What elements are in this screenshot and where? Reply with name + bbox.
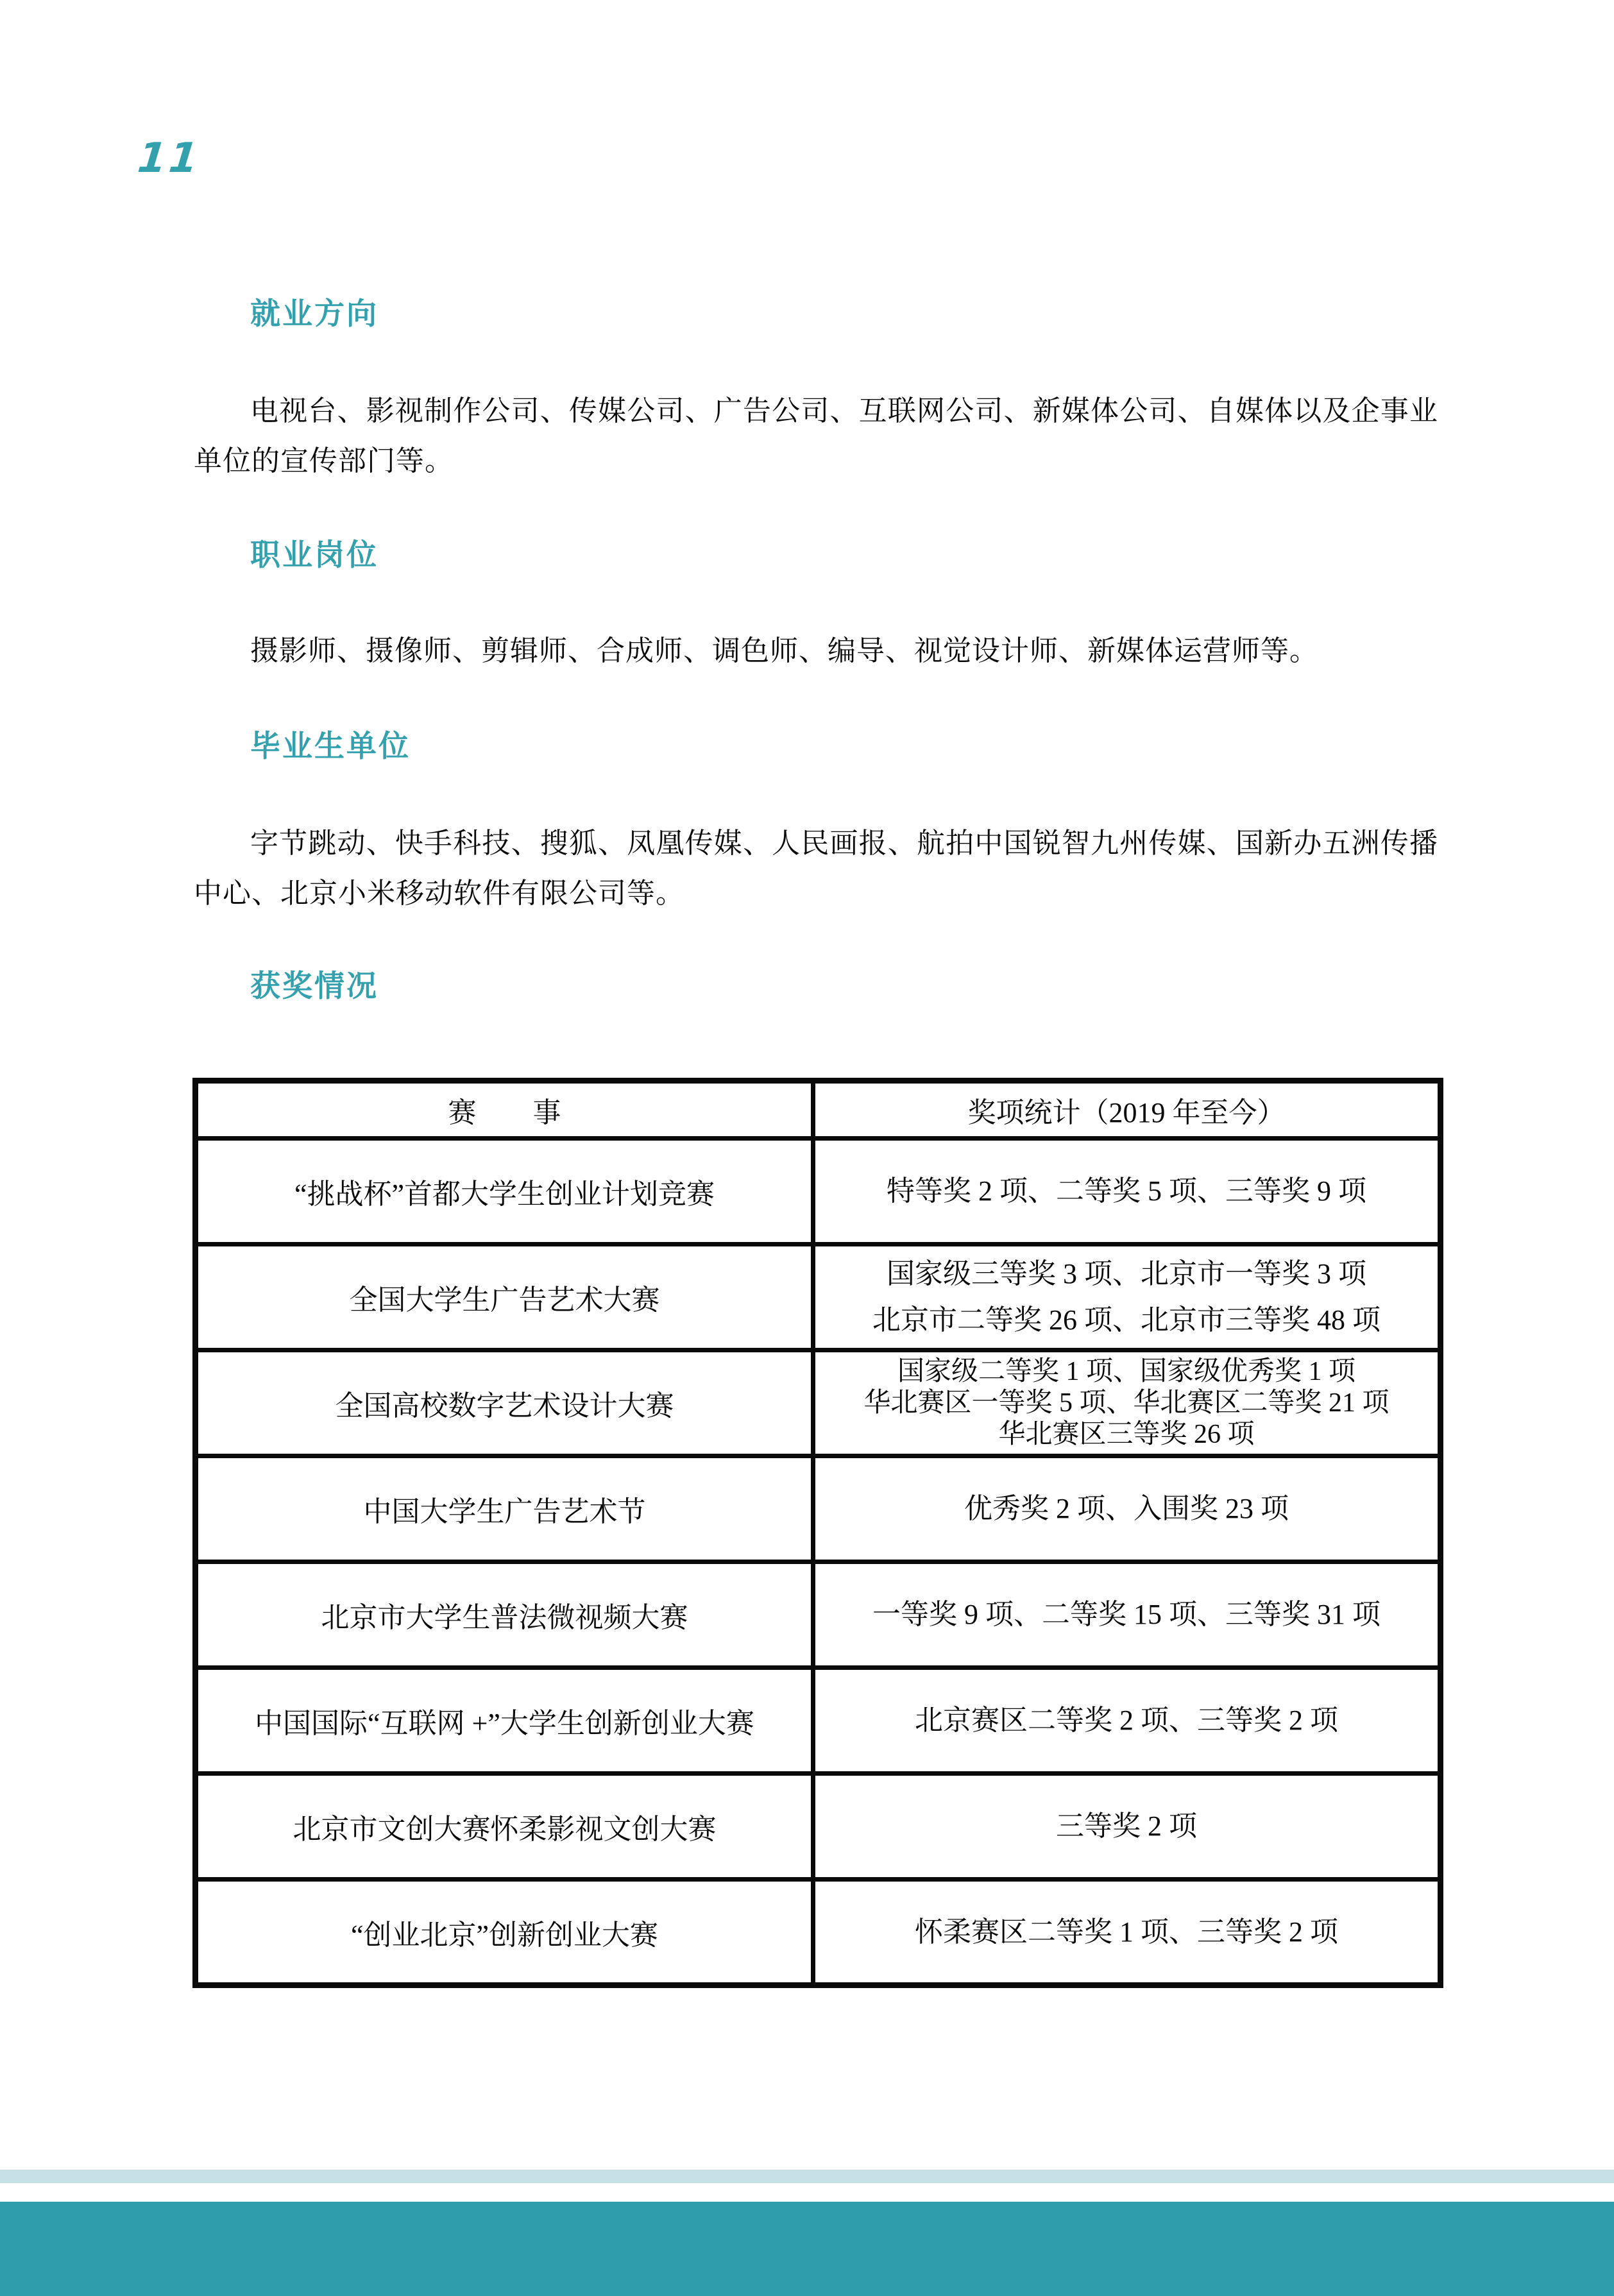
- awards-cell: [813, 1880, 1441, 1986]
- table-row: [196, 1139, 1441, 1245]
- table-row: [196, 1668, 1441, 1774]
- section-heading-job-positions: 职业岗位: [250, 539, 378, 572]
- page-number: 11: [135, 135, 203, 182]
- competition-cell: 中国大学生广告艺术节: [196, 1456, 813, 1562]
- table-row: [196, 1245, 1441, 1350]
- award-line: 三等奖 2 项: [1056, 1810, 1197, 1842]
- awards-cell: [813, 1562, 1441, 1668]
- graduate-employers-paragraph: 字节跳动、快手科技、搜狐、凤凰传媒、人民画报、航拍中国锐智九州传媒、国新办五洲传播中心、北京小米移动软件有限公司等。: [194, 828, 1438, 909]
- table-row: [196, 1880, 1441, 1986]
- award-line: 怀柔赛区二等奖 1 项、三等奖 2 项: [915, 1916, 1338, 1948]
- footer-dark-band: [0, 2202, 1614, 2296]
- competition-cell: 全国大学生广告艺术大赛: [196, 1245, 813, 1350]
- competition-cell: 北京市大学生普法微视频大赛: [196, 1562, 813, 1668]
- awards-cell: [813, 1456, 1441, 1562]
- competition-cell: 北京市文创大赛怀柔影视文创大赛: [196, 1774, 813, 1880]
- job-positions-paragraph: 摄影师、摄像师、剪辑师、合成师、调色师、编导、视觉设计师、新媒体运营师等。: [250, 635, 1318, 667]
- award-line: 优秀奖 2 项、入围奖 23 项: [964, 1493, 1289, 1524]
- table-row: [196, 1350, 1441, 1456]
- competition-cell: 中国国际“互联网 +”大学生创新创业大赛: [196, 1668, 813, 1774]
- column-header-award-stats: 奖项统计（2019 年至今）: [813, 1081, 1441, 1139]
- employment-direction-paragraph: 电视台、影视制作公司、传媒公司、广告公司、互联网公司、新媒体公司、自媒体以及企事业单位的宣传部门等。: [194, 395, 1438, 477]
- section-heading-graduate-employers: 毕业生单位: [250, 730, 411, 763]
- award-line: 一等奖 9 项、二等奖 15 项、三等奖 31 项: [872, 1599, 1380, 1630]
- award-line: 国家级三等奖 3 项、北京市一等奖 3 项: [887, 1258, 1366, 1289]
- award-line: 北京市二等奖 26 项、北京市三等奖 48 项: [872, 1304, 1380, 1336]
- awards-cell: [813, 1245, 1441, 1350]
- section-heading-awards: 获奖情况: [250, 970, 378, 1003]
- table-row: [196, 1562, 1441, 1668]
- section-heading-employment-direction: 就业方向: [250, 298, 378, 331]
- award-line: 特等奖 2 项、二等奖 5 项、三等奖 9 项: [887, 1175, 1366, 1207]
- award-line: 华北赛区三等奖 26 项: [998, 1419, 1255, 1449]
- competition-cell: “挑战杯”首都大学生创业计划竞赛: [196, 1139, 813, 1245]
- awards-cell: [813, 1139, 1441, 1245]
- column-header-competition: 赛 事: [196, 1081, 813, 1139]
- award-line: 北京赛区二等奖 2 项、三等奖 2 项: [915, 1705, 1338, 1736]
- awards-cell: [813, 1774, 1441, 1880]
- footer-light-band: [0, 2170, 1614, 2183]
- awards-table-header-row: [196, 1081, 1441, 1139]
- table-row: [196, 1456, 1441, 1562]
- table-row: [196, 1774, 1441, 1880]
- awards-cell: [813, 1668, 1441, 1774]
- award-line: 国家级二等奖 1 项、国家级优秀奖 1 项: [897, 1356, 1355, 1386]
- award-line: 华北赛区一等奖 5 项、华北赛区二等奖 21 项: [863, 1388, 1389, 1418]
- competition-cell: 全国高校数字艺术设计大赛: [196, 1350, 813, 1456]
- awards-cell: [813, 1350, 1441, 1456]
- competition-cell: “创业北京”创新创业大赛: [196, 1880, 813, 1986]
- awards-table: [192, 1078, 1443, 1988]
